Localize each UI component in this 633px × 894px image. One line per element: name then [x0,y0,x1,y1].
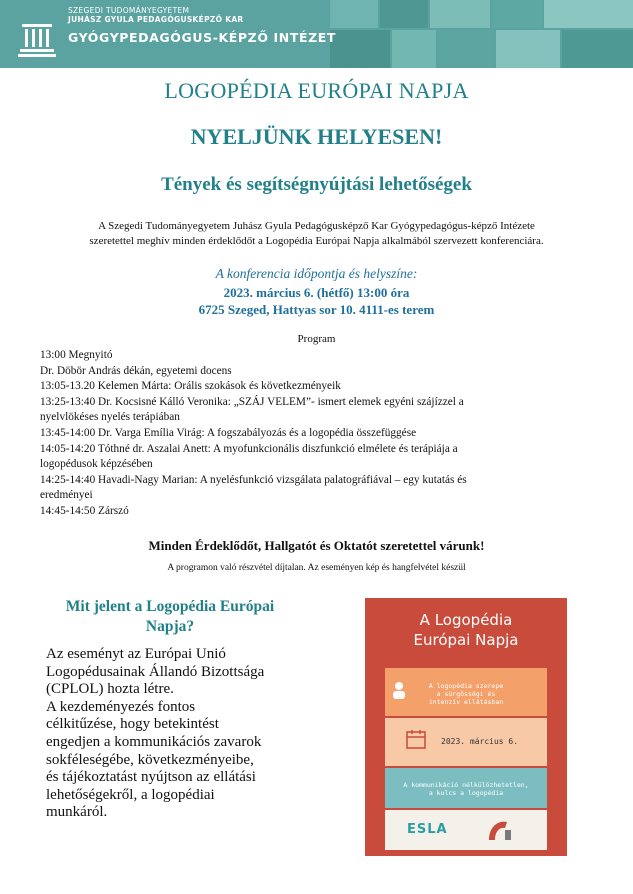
poster-layer-text: intenzív ellátásban [428,698,504,706]
institute-name: GYÓGYPEDAGÓGUS-KÉPZŐ INTÉZET [68,30,337,45]
banner-tile [330,0,378,28]
section-body [46,646,306,822]
intro-line: A Szegedi Tudományegyetem Juhász Gyula Pedagógusképző Kar Gyógypedagógus-képző Intézete [98,220,535,232]
body-line: lehetőségekről, a logopédiai [46,786,215,803]
question-line: Napja? [145,618,195,635]
conference-venue: 6725 Szeged, Hattyas sor 10. 4111-es terem [198,302,435,317]
banner-tile [496,30,560,68]
question-line: Mit jelent a Logopédia Európai [65,598,275,615]
body-line: munkáról. [46,804,108,821]
banner-tile [438,30,494,68]
participation-note: A programon való részvétel díjtalan. Az eseményen kép és hangfelvétel készül [167,563,466,573]
body-line: Az eseményt az Európai Unió [46,646,226,662]
section-question [40,597,300,637]
banner-tile [380,0,428,28]
banner-tile [562,30,633,68]
program-item: 13:00 Megnyitó [40,349,113,361]
header-banner [0,0,633,68]
calendar-icon [405,728,427,750]
banner-tile [544,0,633,28]
event-poster [365,598,567,856]
program-item: 13:25-13:40 Dr. Kocsisné Kálló Veronika: „SZÁJ VELEM”- ismert elemek egyéni szájízzel a [40,395,464,408]
poster-layer-text: a kulcs a logopédia [428,789,504,797]
intro-line: szeretettel meghív minden érdeklődőt a Logopédia Európai Napja alkalmából szervezett konferenciára. [89,235,544,247]
esla-logo: ESLA [407,822,448,837]
banner-tile [330,30,390,68]
banner-tile [392,30,436,68]
program-item: logopédusok képzésében [40,458,153,471]
body-line: célkitűzése, hogy betekintést [46,716,219,733]
poster-layer [385,768,547,808]
page-title: LOGOPÉDIA EURÓPAI NAPJA [164,78,469,103]
poster-layer [385,810,547,850]
program-item: eredményei [40,489,93,502]
body-line: Logopédusainak Állandó Bizottsága [46,663,265,680]
conference-label: A konferencia időpontja és helyszíne: [215,266,418,281]
faculty-name: JUHÁSZ GYULA PEDAGÓGUSKÉPZŐ KAR [68,15,244,24]
poster-layer-text: A logopédia szerepe [428,682,504,690]
program-item: 14:05-14:20 Tóthné dr. Aszalai Anett: A myofunkcionális diszfunkció elmélete és terápiája a [40,442,458,455]
program-item: 14:45-14:50 Zárszó [40,504,129,517]
subtitle: Tények és segítségnyújtási lehetőségek [161,174,472,195]
program-item: nyelvlökéses nyelés terápiában [40,411,180,424]
poster-layer [385,668,547,716]
program-list [40,348,580,520]
body-line: (CPLOL) hozta létre. [46,681,174,698]
poster-layer-text: a sürgősségi és [436,690,496,698]
body-line: sokféleségébe, következményeibe, [46,751,254,768]
poster-date: 2023. március 6. [441,737,519,746]
poster-layer-text: A kommunikáció nélkülözhetetlen, [403,781,529,789]
body-line: engedjen a kommunikációs zavarok [46,733,262,750]
banner-tile [430,0,490,28]
conference-date: 2023. március 6. (hétfő) 13:00 óra [223,285,410,300]
university-crest-icon [16,20,58,60]
cplol-logo-icon [485,816,515,844]
program-item: 13:45-14:00 Dr. Varga Emília Virág: A fogszabályozás és a logopédia összefüggése [40,426,417,439]
banner-tile [492,0,542,28]
body-line: A kezdeményezés fontos [46,698,196,715]
program-item: 14:25-14:40 Havadi-Nagy Marian: A nyelésfunkció vizsgálata palatográfiával – egy kutatás és [40,473,467,486]
poster-title-line: A Logopédia [419,611,513,629]
university-name: SZEGEDI TUDOMÁNYEGYETEM [68,6,190,15]
poster-layer [385,718,547,766]
program-heading: Program [297,333,336,345]
intro-text [0,219,633,249]
program-item: Dr. Döbör András dékán, egyetemi docens [40,364,232,377]
program-item: 13:05-13.20 Kelemen Márta: Orális szokások és következményeik [40,380,341,393]
poster-title [365,610,567,650]
invitation-text: Minden Érdeklődőt, Hallgatót és Oktatót szeretettel várunk! [148,538,485,553]
body-line: és tájékoztatást nyújtson az ellátási [46,769,256,786]
poster-title-line: Európai Napja [413,631,519,649]
headline: NYELJÜNK HELYESEN! [190,124,443,149]
